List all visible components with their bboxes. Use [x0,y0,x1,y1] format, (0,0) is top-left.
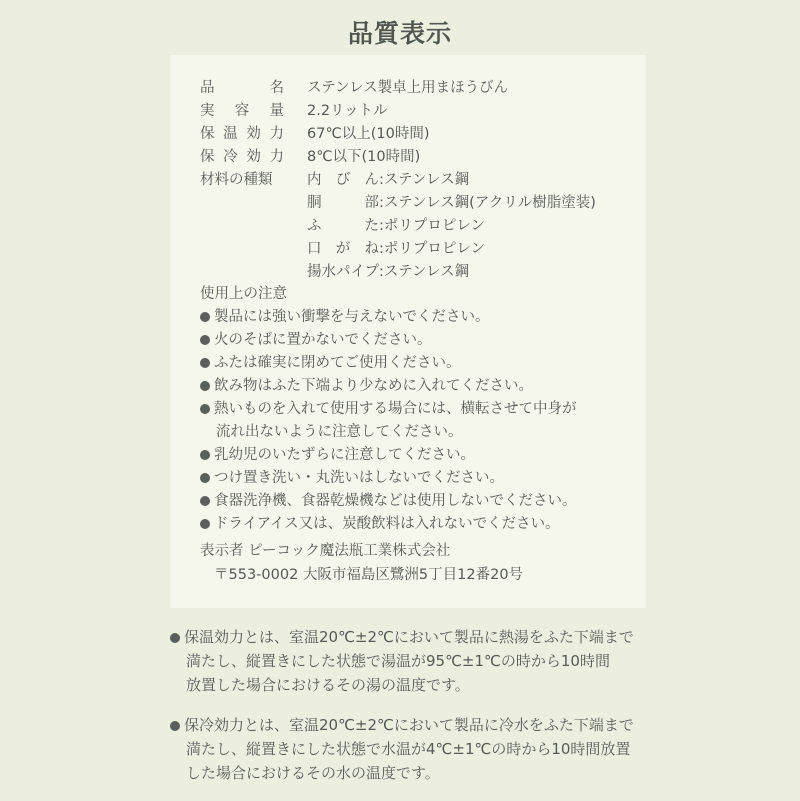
bullet-icon [200,381,210,391]
note-item: 熱いものを入れて使用する場合には、横転させて中身が [200,398,577,421]
note-item: ふたは確実に閉めてご使用ください。 [200,352,577,375]
publisher-address: 〒553-0002 大阪市福島区鷺洲5丁目12番20号 [214,567,524,583]
note-item: 製品には強い衝撃を与えないでください。 [200,306,577,329]
spec-value-heat-retention: 67℃以上(10時間) [307,126,430,142]
material-part-pump-pipe: 揚水パイプ [307,264,380,280]
material-value-body: :ステンレス鋼(アクリル樹脂塗装) [379,195,596,211]
note-item: 火のそばに置かないでください。 [200,329,577,352]
material-value-inner-bottle: :ステンレス鋼 [379,172,470,188]
footnotes [170,625,634,801]
spec-value-capacity: 2.2リットル [307,103,388,119]
footnote-heat-retention: 保温効力とは、室温20℃±2℃において製品に熱湯をふた下端まで 満たし、縦置きにした状態で湯温が95℃±1℃の時から10時間 放置した場合におけるその湯の温度です。 [170,625,634,697]
bullet-icon [200,358,210,368]
note-item: つけ置き洗い・丸洗いはしないでください。 [200,467,577,490]
bullet-icon [170,633,180,643]
bullet-icon [200,450,210,460]
spec-table [200,77,596,284]
usage-notes [200,283,577,536]
spec-row-cold-retention [200,146,596,169]
bullet-icon [200,473,210,483]
publisher-info [200,539,523,587]
material-value-lid: :ポリプロピレン [379,218,486,234]
spec-row-capacity [200,100,596,123]
spec-row-materials [200,169,596,192]
bullet-icon [170,721,180,731]
material-row-inner-bottle [307,169,469,192]
bullet-icon [200,519,210,529]
material-row-mouth-ring [200,238,596,261]
bullet-icon [200,335,210,345]
bullet-icon [200,404,210,414]
note-item-continuation: 流れ出ないように注意してください。 [216,424,463,440]
material-part-mouth-ring: 口 が ね [307,241,379,257]
page-title: 品質表示 [347,19,452,48]
spec-label-cold-retention: 保 冷 効 力 [200,149,284,165]
spec-value-product-name: ステンレス製卓上用まほうびん [307,80,509,96]
spec-row-heat-retention [200,123,596,146]
spec-label-materials: 材料の種類 [200,172,273,188]
spec-row-product-name [200,77,596,100]
bullet-icon [200,496,210,506]
spec-value-cold-retention: 8℃以下(10時間) [307,149,421,165]
note-item: 乳幼児のいたずらに注意してください。 [200,444,577,467]
material-value-pump-pipe: :ステンレス鋼 [379,264,470,280]
spec-label-heat-retention: 保 温 効 力 [200,126,284,142]
spec-label-capacity: 実 容 量 [200,103,284,119]
material-row-pump-pipe [200,261,596,284]
material-part-inner-bottle: 内 び ん [307,172,379,188]
spec-label-product-name: 品 名 [200,80,284,96]
footnote-cold-retention: 保冷効力とは、室温20℃±2℃において製品に冷水をふた下端まで 満たし、縦置きにした状態で水温が4℃±1℃の時から10時間放置 した場合におけるその水の温度です。 [170,713,634,785]
publisher-name: 表示者 ピーコック魔法瓶工業株式会社 [200,543,451,559]
note-item: 食器洗浄機、食器乾燥機などは使用しないでください。 [200,490,577,513]
material-row-lid [200,215,596,238]
bullet-icon [200,312,210,322]
material-part-lid: ふ た [307,218,379,234]
note-item: 飲み物はふた下端より少なめに入れてください。 [200,375,577,398]
material-row-body [200,192,596,215]
note-item: ドライアイス又は、炭酸飲料は入れないでください。 [200,513,577,536]
material-part-body: 胴 部 [307,195,379,211]
material-value-mouth-ring: :ポリプロピレン [379,241,486,257]
usage-notes-heading: 使用上の注意 [200,286,287,302]
